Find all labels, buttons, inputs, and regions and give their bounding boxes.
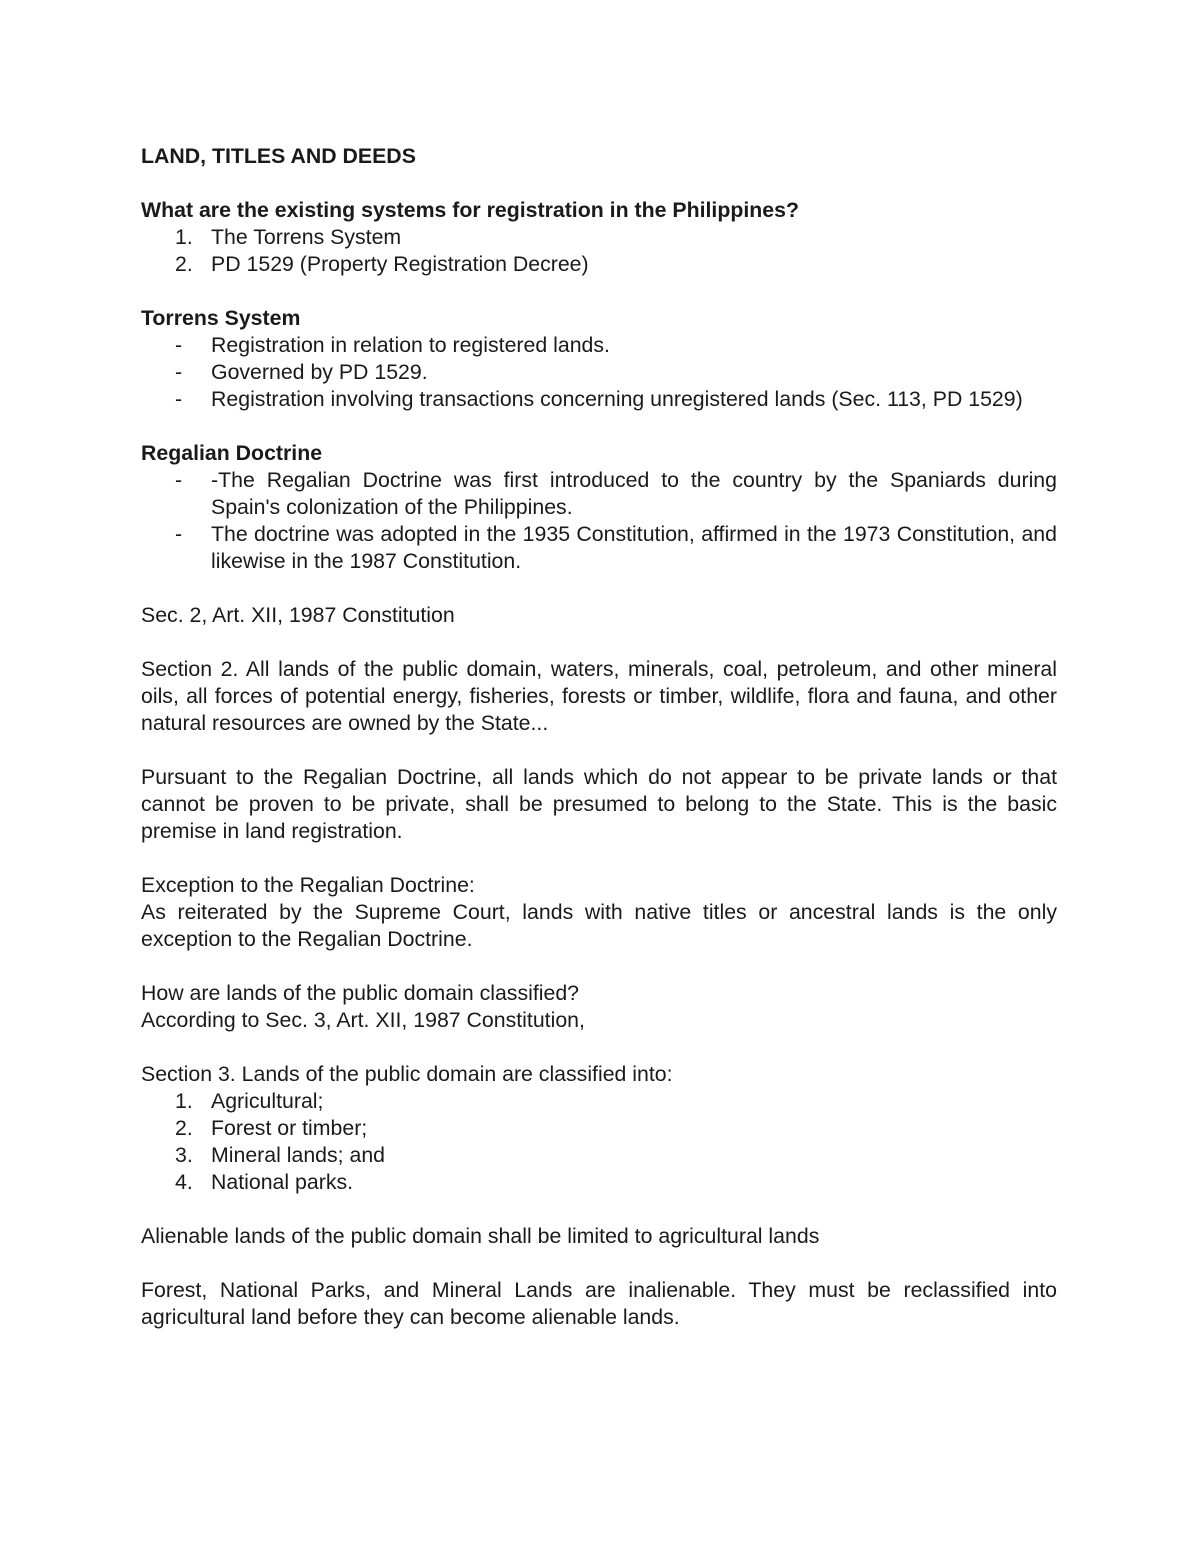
regalian-list xyxy=(141,467,1057,575)
list-marker: - xyxy=(175,360,183,384)
sec2-reference: Sec. 2, Art. XII, 1987 Constitution xyxy=(141,603,455,627)
spacer xyxy=(141,413,1057,440)
pursuant-paragraph: Pursuant to the Regalian Doctrine, all lands which do not appear to be private lands or that cannot be proven to be private, shall be presumed to belong to the State. This is the basic premise in land registration. xyxy=(141,765,1057,843)
spacer xyxy=(141,953,1057,980)
list-item xyxy=(141,467,1057,521)
list-marker: 2. xyxy=(175,1116,193,1140)
list-marker: 2. xyxy=(175,252,193,276)
list-item xyxy=(141,359,1057,386)
list-item xyxy=(141,1088,1057,1115)
spacer xyxy=(141,1250,1057,1277)
classification-question: How are lands of the public domain classified? xyxy=(141,981,580,1005)
spacer xyxy=(141,737,1057,764)
exception-label: Exception to the Regalian Doctrine: xyxy=(141,873,475,897)
sec2-text: Section 2. All lands of the public domain, waters, minerals, coal, petroleum, and other mineral oils, all forces of potential energy, fisheries, forests or timber, wildlife, flora and fauna, and other natural resources are owned by the State... xyxy=(141,657,1057,735)
list-item xyxy=(141,224,1057,251)
exception-paragraph: As reiterated by the Supreme Court, lands with native titles or ancestral lands is the only exception to the Regalian Doctrine. xyxy=(141,900,1057,951)
list-marker: - xyxy=(175,468,183,492)
spacer xyxy=(141,170,1057,197)
list-item-text: Governed by PD 1529. xyxy=(211,360,428,384)
list-marker: 1. xyxy=(175,1089,193,1113)
list-item xyxy=(141,1115,1057,1142)
list-marker: - xyxy=(175,522,183,546)
list-item-text: Forest or timber; xyxy=(211,1116,368,1140)
list-item xyxy=(141,386,1057,413)
spacer xyxy=(141,845,1057,872)
list-item-text: The doctrine was adopted in the 1935 Constitution, affirmed in the 1973 Constitution, and likewise in the 1987 Constitution. xyxy=(211,522,1057,573)
alienable-paragraph: Alienable lands of the public domain shall be limited to agricultural lands xyxy=(141,1224,820,1248)
spacer xyxy=(141,629,1057,656)
spacer xyxy=(141,575,1057,602)
registration-question: What are the existing systems for registration in the Philippines? xyxy=(141,198,799,222)
list-item xyxy=(141,1142,1057,1169)
spacer xyxy=(141,1034,1057,1061)
list-item-text: -The Regalian Doctrine was first introduced to the country by the Spaniards during Spain's colonization of the Philippines. xyxy=(211,468,1057,519)
list-item xyxy=(141,521,1057,575)
list-marker: - xyxy=(175,333,183,357)
regalian-heading: Regalian Doctrine xyxy=(141,441,323,465)
list-item-text: PD 1529 (Property Registration Decree) xyxy=(211,252,589,276)
document-page xyxy=(141,143,1057,1331)
spacer xyxy=(141,1196,1057,1223)
registration-systems-list xyxy=(141,224,1057,278)
list-item-text: The Torrens System xyxy=(211,225,402,249)
spacer xyxy=(141,278,1057,305)
according-line: According to Sec. 3, Art. XII, 1987 Constitution, xyxy=(141,1008,585,1032)
list-marker: 1. xyxy=(175,225,193,249)
torrens-list xyxy=(141,332,1057,413)
classification-list xyxy=(141,1088,1057,1196)
list-marker: 3. xyxy=(175,1143,193,1167)
document-title: LAND, TITLES AND DEEDS xyxy=(141,144,416,168)
inalienable-paragraph: Forest, National Parks, and Mineral Lands are inalienable. They must be reclassified into agricultural land before they can become alienable lands. xyxy=(141,1278,1057,1329)
torrens-heading: Torrens System xyxy=(141,306,301,330)
sec3-intro: Section 3. Lands of the public domain are classified into: xyxy=(141,1062,673,1086)
list-item-text: Registration involving transactions concerning unregistered lands (Sec. 113, PD 1529) xyxy=(211,387,1023,411)
list-item-text: Registration in relation to registered lands. xyxy=(211,333,610,357)
list-item-text: National parks. xyxy=(211,1170,354,1194)
list-marker: - xyxy=(175,387,183,411)
list-item xyxy=(141,332,1057,359)
list-item-text: Mineral lands; and xyxy=(211,1143,386,1167)
list-item xyxy=(141,251,1057,278)
list-item xyxy=(141,1169,1057,1196)
list-item-text: Agricultural; xyxy=(211,1089,324,1113)
list-marker: 4. xyxy=(175,1170,193,1194)
